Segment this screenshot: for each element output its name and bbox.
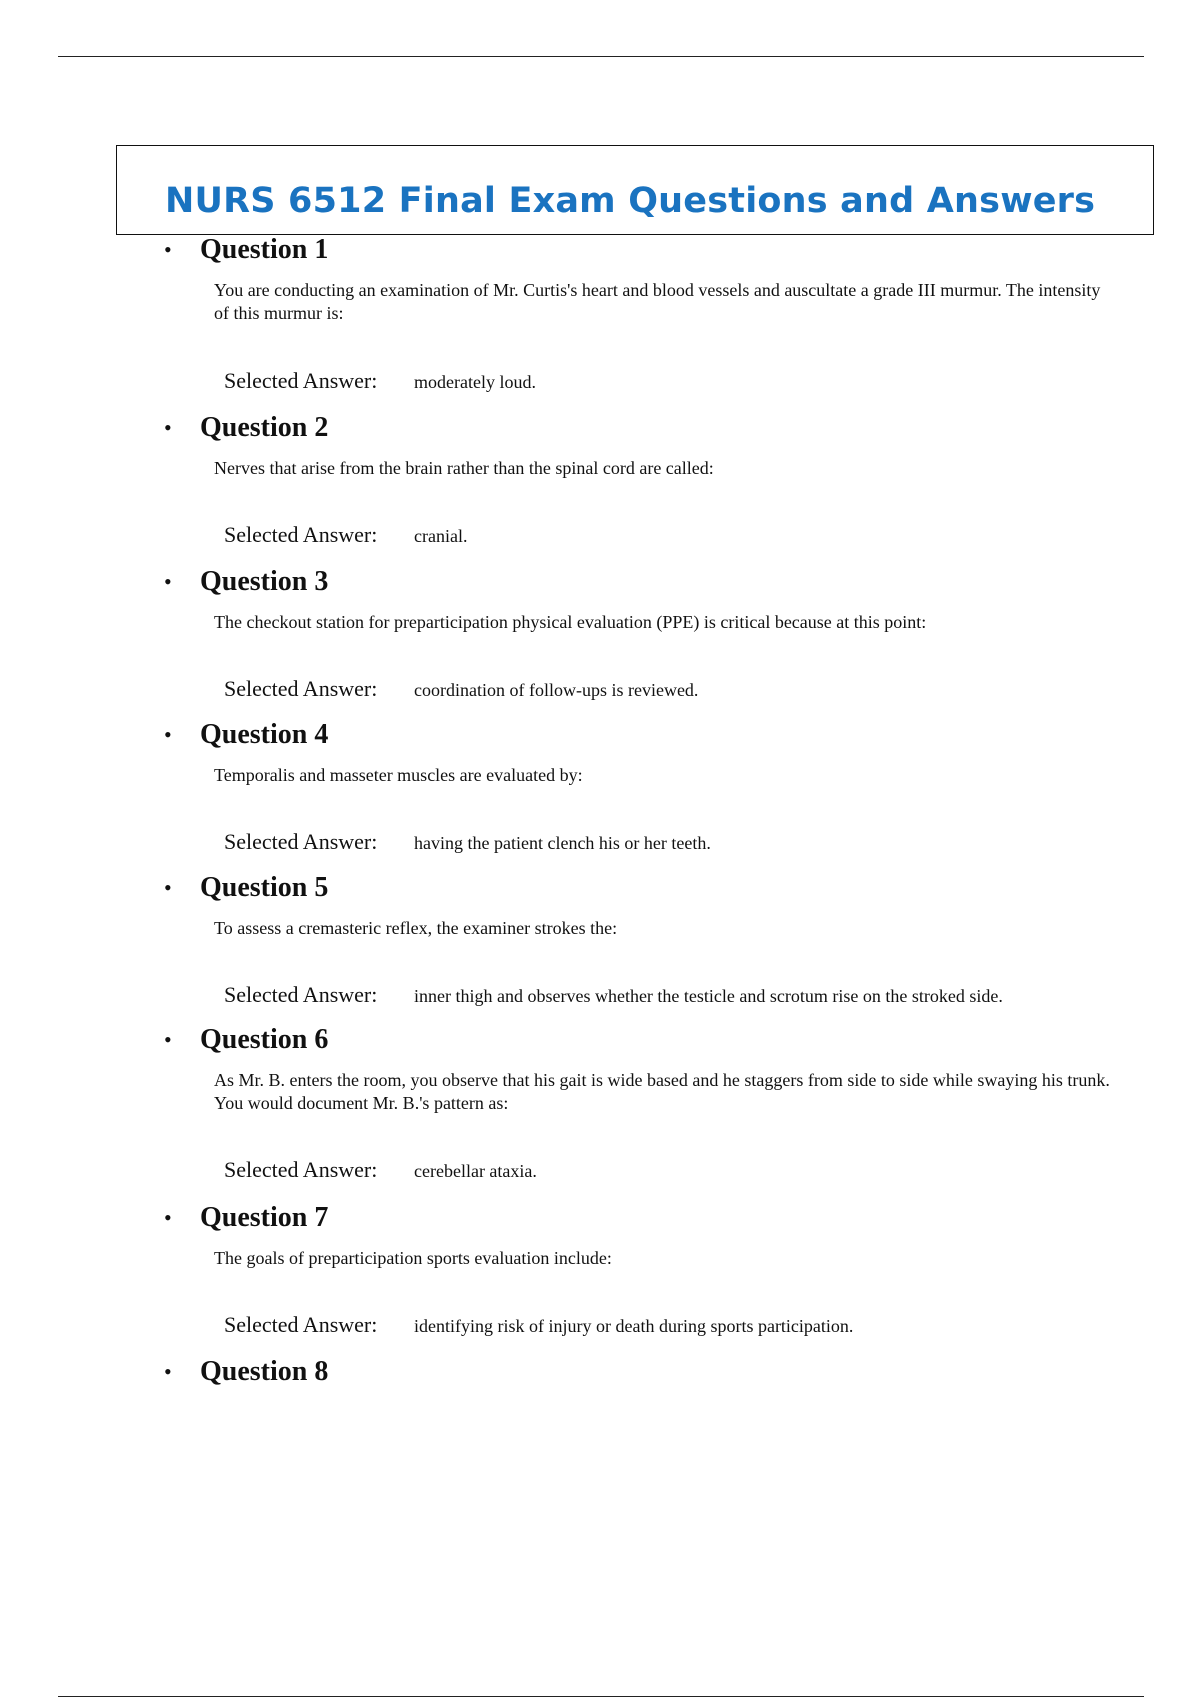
selected-answer-label: Selected Answer:	[224, 1312, 378, 1337]
question-heading: Question 4	[200, 719, 329, 750]
question-heading: Question 3	[200, 566, 329, 597]
bullet-icon: •	[164, 415, 172, 440]
selected-answer-row	[224, 367, 536, 396]
selected-answer-label: Selected Answer:	[224, 982, 378, 1007]
selected-answer-value: moderately loud.	[414, 372, 536, 392]
bullet-icon: •	[164, 1205, 172, 1230]
question-heading: Question 1	[200, 234, 329, 265]
selected-answer-value: identifying risk of injury or death during sports participation.	[414, 1316, 854, 1336]
selected-answer-label: Selected Answer:	[224, 829, 378, 854]
question-heading: Question 2	[200, 412, 329, 443]
selected-answer-row	[224, 828, 711, 857]
question-text: To assess a cremasteric reflex, the examiner strokes the:	[214, 918, 618, 938]
question-text: The checkout station for preparticipation physical evaluation (PPE) is critical because at this point:	[214, 612, 927, 632]
question-text: You are conducting an examination of Mr. Curtis's heart and blood vessels and auscultate a grade III murmur. The intensity of this murmur is:	[214, 280, 1101, 323]
selected-answer-value: having the patient clench his or her teeth.	[414, 833, 711, 853]
selected-answer-label: Selected Answer:	[224, 676, 378, 701]
selected-answer-row	[224, 1311, 853, 1340]
question-text: Temporalis and masseter muscles are evaluated by:	[214, 765, 583, 785]
question-heading: Question 5	[200, 872, 329, 903]
selected-answer-row	[224, 521, 467, 550]
bullet-icon: •	[164, 875, 172, 900]
question-heading: Question 7	[200, 1202, 329, 1233]
selected-answer-row	[224, 675, 698, 704]
document-title: NURS 6512 Final Exam Questions and Answers	[165, 181, 1096, 221]
selected-answer-row	[224, 1156, 537, 1185]
bullet-icon: •	[164, 237, 172, 262]
selected-answer-value: coordination of follow-ups is reviewed.	[414, 680, 699, 700]
selected-answer-value: inner thigh and observes whether the testicle and scrotum rise on the stroked side.	[414, 986, 1003, 1006]
selected-answer-row	[224, 981, 1003, 1010]
bullet-icon: •	[164, 722, 172, 747]
question-text: As Mr. B. enters the room, you observe that his gait is wide based and he staggers from side to side while swaying his trunk. You would document Mr. B.'s pattern as:	[214, 1070, 1110, 1113]
bullet-icon: •	[164, 1027, 172, 1052]
bullet-icon: •	[164, 1359, 172, 1384]
question-text: The goals of preparticipation sports evaluation include:	[214, 1248, 612, 1268]
selected-answer-label: Selected Answer:	[224, 1157, 378, 1182]
selected-answer-label: Selected Answer:	[224, 368, 378, 393]
question-heading: Question 6	[200, 1024, 329, 1055]
selected-answer-label: Selected Answer:	[224, 522, 378, 547]
bullet-icon: •	[164, 569, 172, 594]
title-box	[116, 145, 1154, 235]
question-heading: Question 8	[200, 1356, 329, 1387]
selected-answer-value: cerebellar ataxia.	[414, 1161, 537, 1181]
bottom-rule	[58, 1696, 1144, 1697]
top-rule	[58, 56, 1144, 57]
selected-answer-value: cranial.	[414, 526, 468, 546]
question-text: Nerves that arise from the brain rather than the spinal cord are called:	[214, 458, 714, 478]
